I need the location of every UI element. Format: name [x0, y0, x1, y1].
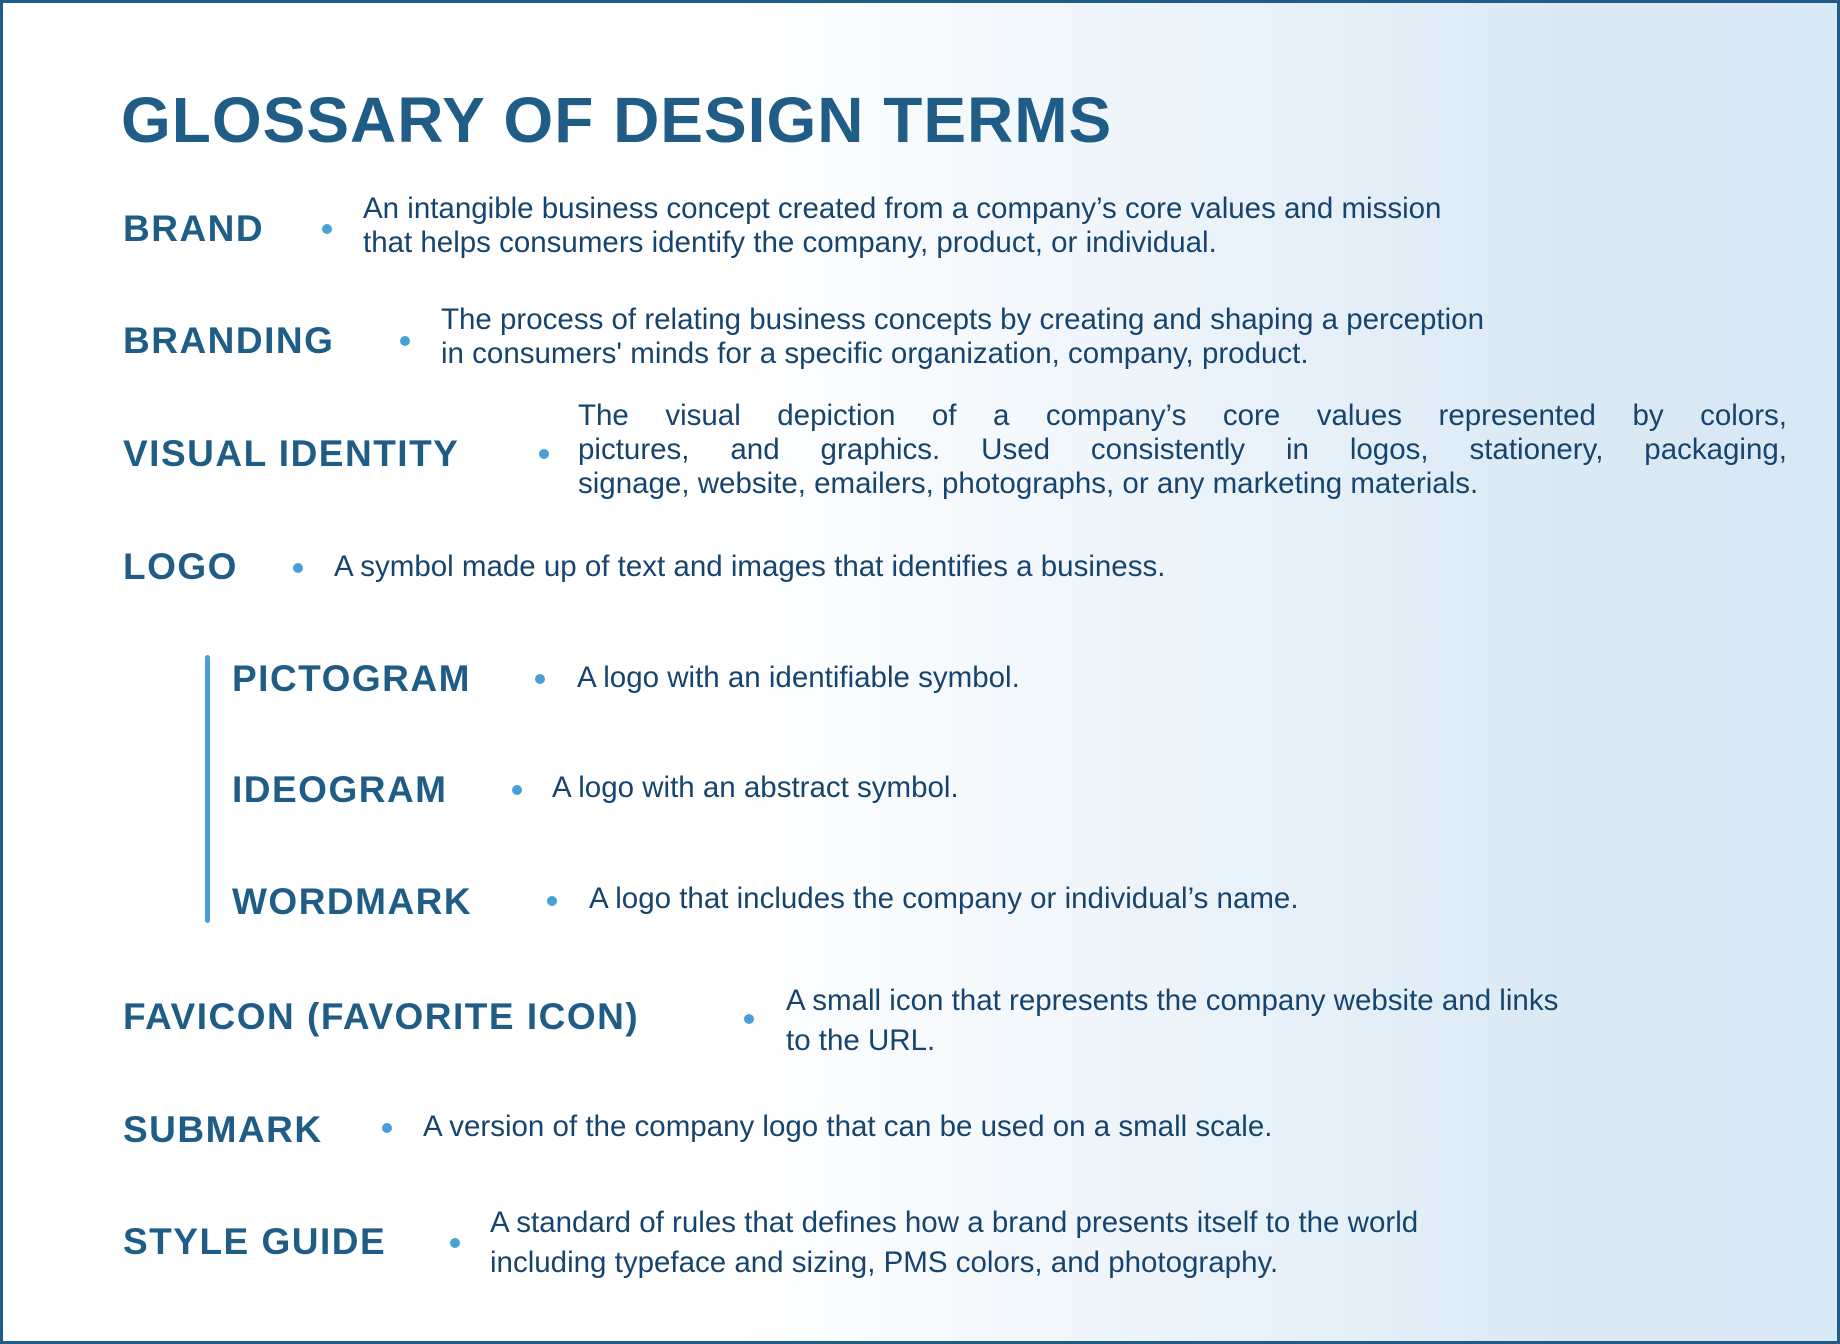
definition-wordmark	[589, 882, 1299, 916]
definition-ideogram	[552, 771, 959, 805]
bullet-dot-icon	[322, 224, 332, 234]
term-pictogram: PICTOGRAM	[232, 658, 471, 699]
term-branding: BRANDING	[123, 320, 335, 361]
term-favicon: FAVICON (FAVORITE ICON)	[123, 996, 640, 1037]
bullet-dot-icon	[547, 896, 557, 906]
definition-visual-identity	[578, 399, 1787, 501]
bullet-dot-icon	[539, 449, 549, 459]
term-logo: LOGO	[123, 546, 238, 587]
term-wordmark: WORDMARK	[232, 881, 473, 922]
definition-line: A logo that includes the company or individual’s name.	[589, 882, 1299, 915]
definition-line: A logo with an identifiable symbol.	[577, 661, 1020, 694]
term-brand: BRAND	[123, 208, 265, 249]
logo-subtypes-bar	[205, 655, 210, 923]
definition-line: An intangible business concept created from a company’s core values and mission	[363, 192, 1442, 225]
term-submark: SUBMARK	[123, 1109, 323, 1150]
bullet-dot-icon	[535, 674, 545, 684]
definition-favicon	[786, 981, 1558, 1061]
bullet-dot-icon	[400, 336, 410, 346]
term-ideogram: IDEOGRAM	[232, 769, 448, 810]
bullet-dot-icon	[293, 563, 303, 573]
bullet-dot-icon	[382, 1123, 392, 1133]
definition-pictogram	[577, 661, 1020, 695]
definition-line: that helps consumers identify the company, product, or individual.	[363, 226, 1217, 259]
definition-line: A standard of rules that defines how a brand presents itself to the world	[490, 1206, 1419, 1239]
definition-brand	[363, 192, 1441, 260]
definition-submark	[423, 1110, 1272, 1144]
term-visual-identity: VISUAL IDENTITY	[123, 433, 460, 474]
bullet-dot-icon	[512, 785, 522, 795]
bullet-dot-icon	[744, 1014, 754, 1024]
definition-line: The visual depiction of a company’s core values represented by colors,	[578, 399, 1787, 432]
definition-line: in consumers' minds for a specific organization, company, product.	[441, 337, 1309, 370]
definition-line: pictures, and graphics. Used consistently in logos, stationery, packaging,	[578, 433, 1787, 466]
definition-line: A small icon that represents the company website and links	[786, 984, 1559, 1017]
definition-style-guide	[490, 1203, 1418, 1283]
definition-line: A logo with an abstract symbol.	[552, 771, 959, 804]
definition-line: A symbol made up of text and images that identifies a business.	[334, 550, 1166, 583]
term-style-guide: STYLE GUIDE	[123, 1221, 387, 1262]
definition-line: The process of relating business concepts by creating and shaping a perception	[441, 303, 1484, 336]
definition-line: A version of the company logo that can be used on a small scale.	[423, 1110, 1273, 1143]
definition-line: including typeface and sizing, PMS colors, and photography.	[490, 1246, 1279, 1279]
definition-branding	[441, 303, 1484, 371]
definition-line: to the URL.	[786, 1024, 936, 1057]
bullet-dot-icon	[450, 1238, 460, 1248]
definition-line: signage, website, emailers, photographs, or any marketing materials.	[578, 467, 1479, 500]
page-title: GLOSSARY OF DESIGN TERMS	[121, 84, 1113, 156]
definition-logo	[334, 550, 1165, 584]
